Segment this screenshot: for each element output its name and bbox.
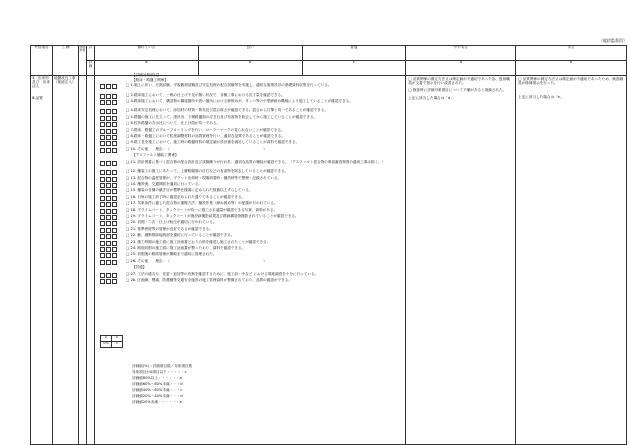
check-box-icon[interactable] xyxy=(106,170,111,175)
check-box-icon[interactable] xyxy=(112,260,117,265)
checklist-item-text: □ 24. 路面切削の施工面に施工計画書が整ったおり、資料で確認できる。 xyxy=(126,245,246,250)
checklist-item-text: □ 13. 混合物の温度管理が、プラント出荷時・現場到着時・舗設時等で整理・記録されている。 xyxy=(126,175,282,180)
checklist-item-text: □ 19. プライムコート、タックコートが施設跡撮影結果及び路線構造物撮影されていることが確認できる。 xyxy=(126,213,299,218)
check-box-icon[interactable] xyxy=(106,234,111,239)
checklist-item-checkboxes xyxy=(100,189,118,194)
check-box-icon[interactable] xyxy=(112,209,117,214)
checklist-item-text: □ 20. 初期・二次・仕上げ転圧が適切に行われている。 xyxy=(126,220,217,225)
check-box-icon[interactable] xyxy=(100,253,105,258)
checklist-item-text: □ 22. 継、継断排除接続部を適切に行っていることが確認できる。 xyxy=(126,233,235,238)
check-box-icon[interactable] xyxy=(112,122,117,127)
checklist-item-text: □ 4.路床安定処理において、添加材の材質・散布及び混合厚さが確認できる。混合から打撃と均一であることが確認できる。 xyxy=(126,108,328,113)
check-box-icon[interactable] xyxy=(100,189,105,194)
score-line-a: 評価値80%以上・・・・・・a xyxy=(132,376,182,380)
check-box-icon[interactable] xyxy=(100,183,105,188)
grade-a-label: 優れている xyxy=(94,46,198,61)
checklist-item-checkboxes xyxy=(100,247,118,252)
check-box-icon[interactable] xyxy=(112,279,117,284)
checklist-item-checkboxes xyxy=(100,228,118,233)
grade-e-criterion: □ 品質関係の測定方法又は測定値が不適切であったため、検査職員が修補指示を行った。 xyxy=(518,77,624,85)
check-box-icon[interactable] xyxy=(106,135,111,140)
score-line-e: 評価値20%未満・・・・・・e xyxy=(132,400,182,404)
checklist-item-checkboxes xyxy=(100,260,118,265)
subsection-label: 【路床・路盤工関係】 xyxy=(132,77,168,82)
grade-a-code: a xyxy=(94,61,198,76)
check-box-icon[interactable] xyxy=(112,196,117,201)
check-box-icon[interactable] xyxy=(100,129,105,134)
checklist-item-text: □ 5.路盤の施工に先立って、諸状況、下層路盤面の浮き石及び有害物を除去してから施工していることが確認できる。 xyxy=(126,114,318,119)
check-box-icon[interactable] xyxy=(112,273,117,278)
check-box-icon[interactable] xyxy=(112,189,117,194)
score-line-b: 評価値60%～80%未満・・・b xyxy=(132,382,183,386)
checklist-item-text: □ 27. 工法の適否や、変更・追加等の有無を確認するために、施工前・中など における現地調査を十分に行っている。 xyxy=(126,271,319,276)
check-box-icon[interactable] xyxy=(106,241,111,246)
check-box-icon[interactable] xyxy=(112,109,117,114)
checklist-item-checkboxes xyxy=(100,161,118,166)
check-box-icon[interactable] xyxy=(112,116,117,121)
check-box-icon[interactable] xyxy=(106,215,111,220)
check-box-icon[interactable] xyxy=(106,196,111,201)
item-name: 3．出来形 及び 出来ばえ xyxy=(32,76,53,88)
check-box-icon[interactable] xyxy=(106,279,111,284)
score-grade-box: c xyxy=(111,341,123,348)
grade-b-label: 良い xyxy=(198,46,302,61)
grade-e-code: e xyxy=(516,61,627,76)
checklist-item-checkboxes xyxy=(100,148,118,153)
check-box-icon[interactable] xyxy=(100,135,105,140)
grade-b-code: b xyxy=(198,61,302,76)
checklist-item-text: □ 6.粒状路盤の含水比について、仕上げ面が均一である。 xyxy=(126,121,221,126)
checklist-item-checkboxes xyxy=(100,273,118,278)
check-box-icon[interactable] xyxy=(106,260,111,265)
checklist-item-checkboxes xyxy=(100,177,118,182)
checklist-item-text: □ 25. 切削後の路面管理が概略まで適切に管理された。 xyxy=(126,252,217,257)
item-type: 地盤改良工事（薬液注入） xyxy=(53,76,76,84)
check-box-icon[interactable] xyxy=(100,279,105,284)
header-eval: 評 xyxy=(86,46,94,61)
check-box-icon[interactable] xyxy=(112,202,117,207)
header-type: 工 種 xyxy=(52,46,78,76)
check-box-icon[interactable] xyxy=(106,202,111,207)
grade-c-code: c xyxy=(302,61,406,76)
checklist-item-text: □ 9.路工長を施工において、施工時の路盤材料の規定値が設計値を満足していることが資料で確認できる。 xyxy=(126,140,300,145)
check-box-icon[interactable] xyxy=(100,234,105,239)
score-percent-box: 0% xyxy=(100,341,112,348)
checklist-section-label: 【共通】 xyxy=(132,265,147,270)
checklist-item-text: □ 18. プライムコート、タックコートが均一に施工され適量が確認できる写真、資料がある。 xyxy=(126,207,278,212)
check-box-icon[interactable] xyxy=(100,109,105,114)
check-box-icon[interactable] xyxy=(100,94,105,99)
checklist-item-checkboxes xyxy=(100,215,118,220)
checklist-item-text: □ 8.路床・路盤工において粒度調整材料の品質管理を行い、適切な品質であることが確認できる。 xyxy=(126,134,285,138)
check-box-icon[interactable] xyxy=(100,209,105,214)
check-box-icon[interactable] xyxy=(106,148,111,153)
checklist-item-text: □ 14. 舗設後、交通開放を適切に行っている。 xyxy=(126,181,203,186)
check-box-icon[interactable] xyxy=(112,100,117,105)
check-box-icon[interactable] xyxy=(106,100,111,105)
check-box-icon[interactable] xyxy=(112,234,117,239)
checklist-item-checkboxes xyxy=(100,234,118,239)
check-box-icon[interactable] xyxy=(106,189,111,194)
check-box-icon[interactable] xyxy=(112,241,117,246)
header-eval-2: 評価 xyxy=(86,61,94,76)
header-item: 考査項目 xyxy=(31,46,53,76)
checklist-item-text: □ 16. 日毎の施工終了時に確認定められた通りであることが確認できる。 xyxy=(126,194,246,199)
item-sub: Ⅲ.品質 xyxy=(32,95,43,100)
checklist-item-checkboxes xyxy=(100,202,118,207)
checklist-item-text: □ 3.路床施工において、構造物の隣接箇所や狭い箇所における締固めが、タンパ等の小型締固め機械により施工していることが確認できる。 xyxy=(126,98,353,103)
check-box-icon[interactable] xyxy=(112,183,117,188)
check-box-icon[interactable] xyxy=(106,228,111,233)
checklist-item-checkboxes xyxy=(100,135,118,140)
checklist-item-text: □ 10. その他 理由：（ ） xyxy=(126,146,267,151)
checklist-item-text: □ 28. 区画線、標識、防護柵等交通安全施設の施工管理資料が整備されており、品質の確認ができる。 xyxy=(126,277,292,282)
checklist-item-text: □ 11. 設計図書に基づく混合物の配合設計及び試験練りが行われ、適切な品質の舗装が確認できる。（アスファルト混合物の事前審査制度の適用工事は除く。） xyxy=(126,159,386,164)
check-box-icon[interactable] xyxy=(100,215,105,220)
check-box-icon[interactable] xyxy=(106,122,111,127)
checklist-item-checkboxes xyxy=(100,141,118,146)
grade-d-note: 上記に該当した場合は「d」 xyxy=(408,95,454,100)
check-box-icon[interactable] xyxy=(100,122,105,127)
grade-c-label: 普通 xyxy=(302,46,406,61)
check-box-icon[interactable] xyxy=(100,148,105,153)
checklist-item-checkboxes xyxy=(100,221,118,226)
check-box-icon[interactable] xyxy=(112,141,117,146)
check-box-icon[interactable] xyxy=(100,273,105,278)
score-total-box: 0 xyxy=(111,335,123,342)
check-box-icon[interactable] xyxy=(112,129,117,134)
check-box-icon[interactable] xyxy=(112,215,117,220)
checklist-item-text: □ 15. 舗装の各層の継ぎ目が標準仕様書に定められた数値以上ずらしている。 xyxy=(126,188,253,193)
check-box-icon[interactable] xyxy=(106,109,111,114)
grade-e-note: 上記に該当した場合は「e」 xyxy=(518,94,564,99)
checklist-item-checkboxes xyxy=(100,241,118,246)
check-box-icon[interactable] xyxy=(106,247,111,252)
check-box-icon[interactable] xyxy=(112,94,117,99)
check-box-icon[interactable] xyxy=(100,100,105,105)
checklist-item-checkboxes xyxy=(100,116,118,121)
check-box-icon[interactable] xyxy=(106,273,111,278)
check-box-icon[interactable] xyxy=(112,247,117,252)
checklist-item-checkboxes xyxy=(100,122,118,127)
checklist-item-text: □ 26. その他 理由：（ ） xyxy=(126,258,267,263)
check-box-icon[interactable] xyxy=(100,116,105,121)
check-box-icon[interactable] xyxy=(100,170,105,175)
check-box-icon[interactable] xyxy=(112,228,117,233)
score-formula: 評価値(%)＝評価項目数／対象項目数 xyxy=(132,364,193,368)
check-box-icon[interactable] xyxy=(100,221,105,226)
check-box-icon[interactable] xyxy=(106,221,111,226)
grade-e-label: 劣る xyxy=(516,46,627,61)
check-box-icon[interactable] xyxy=(106,94,111,99)
checklist-section-label: 【アスファルト舗装工関係】 xyxy=(132,153,179,158)
check-box-icon[interactable] xyxy=(100,141,105,146)
check-box-icon[interactable] xyxy=(112,148,117,153)
checklist-item-checkboxes xyxy=(100,129,118,134)
check-box-icon[interactable] xyxy=(100,177,105,182)
check-box-icon[interactable] xyxy=(100,260,105,265)
checklist-item-text: □ 1.施工に伴い、圧縮試験、平板載荷試験及び安定処理の配合試験等を実施し、適切な施策設計の基礎資料収集を行っている。 xyxy=(126,83,332,87)
score-line-c: 評価値40%～60%未満・・・c xyxy=(132,388,183,392)
checklist-item-checkboxes xyxy=(100,279,118,284)
check-box-icon[interactable] xyxy=(112,135,117,140)
check-box-icon[interactable] xyxy=(106,177,111,182)
grade-d-code: d xyxy=(406,61,516,76)
checklist-item-text: □ 12. 舗装工の施工にあたって、上層路盤面の浮石などの有害物を除去していることが確認できる。 xyxy=(126,169,289,174)
check-box-icon[interactable] xyxy=(106,141,111,146)
checklist-item-text: □ 2.路床施工において、一般の仕上げ不足が無い状況で、各種工事における沈下量を確認できる。 xyxy=(126,92,285,97)
checklist-item-checkboxes xyxy=(100,253,118,258)
header-eval-target: 評価対象 xyxy=(78,46,86,76)
section-label: 【評価対象項目】 xyxy=(132,73,161,77)
check-box-icon[interactable] xyxy=(112,161,117,166)
checklist-item-text: □ 23. 施工時期の施工面に施工計画書どおり合格を確認し施工されたことが確認できる。 xyxy=(126,239,271,244)
checklist-item-checkboxes xyxy=(100,209,118,214)
checklist-item-text: □ 7.路床、路盤工のプルーフローリングを行い、ローラーマークの見られないことが確認できる。 xyxy=(126,127,285,132)
check-box-icon[interactable] xyxy=(106,209,111,214)
score-count-box: 0 xyxy=(100,335,112,342)
check-box-icon[interactable] xyxy=(100,202,105,207)
checklist-item-checkboxes xyxy=(100,183,118,188)
check-box-icon[interactable] xyxy=(100,228,105,233)
grade-d-criterion-1: □ 品質関係の測定方法又は測定値が不適切であった為、監督職員が文書で指示を行い改善された。 xyxy=(408,77,510,85)
check-box-icon[interactable] xyxy=(106,116,111,121)
check-box-icon[interactable] xyxy=(106,161,111,166)
check-box-icon[interactable] xyxy=(112,221,117,226)
check-box-icon[interactable] xyxy=(106,84,111,89)
grade-d-label: やや劣る xyxy=(406,46,516,61)
checklist-item-text: □ 17. 気象条件に適した混合物の運搬方法、舗設作業（締め固め等）の配慮が行われている。 xyxy=(126,201,278,206)
check-box-icon[interactable] xyxy=(112,170,117,175)
check-box-icon[interactable] xyxy=(100,196,105,201)
grade-d-criterion-2: □ 検査時に評価対象項目について不備があると指摘された。 xyxy=(408,87,507,92)
check-box-icon[interactable] xyxy=(112,253,117,258)
checklist-item-text: □ 21. 基準密度等の管理が良好であるが確認できる。 xyxy=(126,226,213,231)
check-box-icon[interactable] xyxy=(106,183,111,188)
checklist-item-checkboxes xyxy=(100,84,118,89)
score-denominator: 対象項目が0項目以下・・・・・c xyxy=(132,370,187,374)
check-box-icon[interactable] xyxy=(100,84,105,89)
grade-e-cell xyxy=(516,76,627,445)
checklist-item-checkboxes xyxy=(100,100,118,105)
score-line-d: 評価値20%～40%未満・・・d xyxy=(132,394,183,398)
checklist xyxy=(30,74,440,434)
sheet-role-label: （総括監督員） xyxy=(599,38,627,43)
check-box-icon[interactable] xyxy=(106,129,111,134)
check-box-icon[interactable] xyxy=(106,253,111,258)
check-box-icon[interactable] xyxy=(112,84,117,89)
check-box-icon[interactable] xyxy=(100,241,105,246)
checklist-item-checkboxes xyxy=(100,170,118,175)
check-box-icon[interactable] xyxy=(100,161,105,166)
check-box-icon[interactable] xyxy=(100,247,105,252)
check-box-icon[interactable] xyxy=(112,177,117,182)
checklist-item-checkboxes xyxy=(100,196,118,201)
checklist-item-checkboxes xyxy=(100,94,118,99)
checklist-item-checkboxes xyxy=(100,109,118,114)
